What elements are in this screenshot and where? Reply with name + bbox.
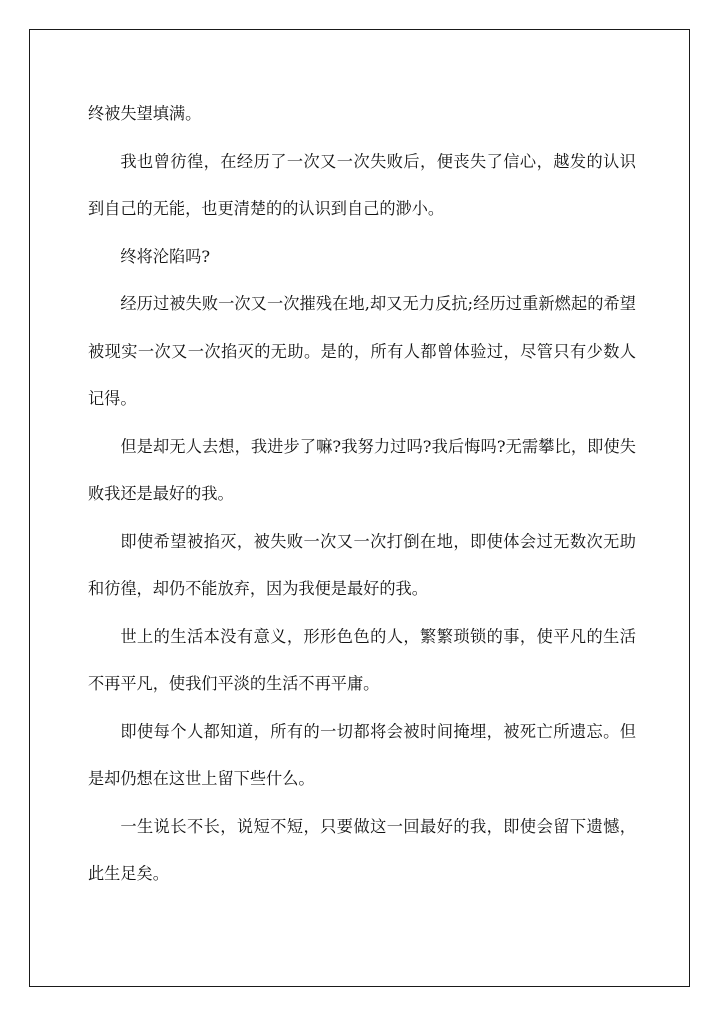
paragraph-7: 世上的生活本没有意义，形形色色的人，繁繁琐锁的事，使平凡的生活不再平凡，使我们平淡的生活不再平庸。 bbox=[88, 626, 636, 693]
paragraph-3: 终将沦陷吗? bbox=[120, 246, 211, 266]
paragraph-5: 但是却无人去想，我进步了嘛?我努力过吗?我后悔吗?无需攀比，即使失败我还是最好的我。 bbox=[88, 436, 636, 503]
paragraph-2: 我也曾彷徨，在经历了一次又一次失败后，便丧失了信心，越发的认识到自己的无能，也更清楚的的认识到自己的渺小。 bbox=[88, 151, 636, 218]
paragraph-8: 即使每个人都知道，所有的一切都将会被时间掩埋，被死亡所遗忘。但是却仍想在这世上留下些什么。 bbox=[88, 721, 636, 788]
paragraph-6: 即使希望被掐灭，被失败一次又一次打倒在地，即使体会过无数次无助和彷徨，却仍不能放弃，因为我便是最好的我。 bbox=[88, 531, 636, 598]
paragraph-1: 终被失望填满。 bbox=[88, 104, 202, 123]
paragraph-9: 一生说长不长，说短不短，只要做这一回最好的我，即使会留下遗憾，此生足矣。 bbox=[88, 816, 636, 883]
document-body bbox=[88, 90, 636, 898]
paragraph-4: 经历过被失败一次又一次摧残在地,却又无力反抗;经历过重新燃起的希望被现实一次又一次掐灭的无助。是的，所有人都曾体验过，尽管只有少数人记得。 bbox=[88, 294, 636, 408]
